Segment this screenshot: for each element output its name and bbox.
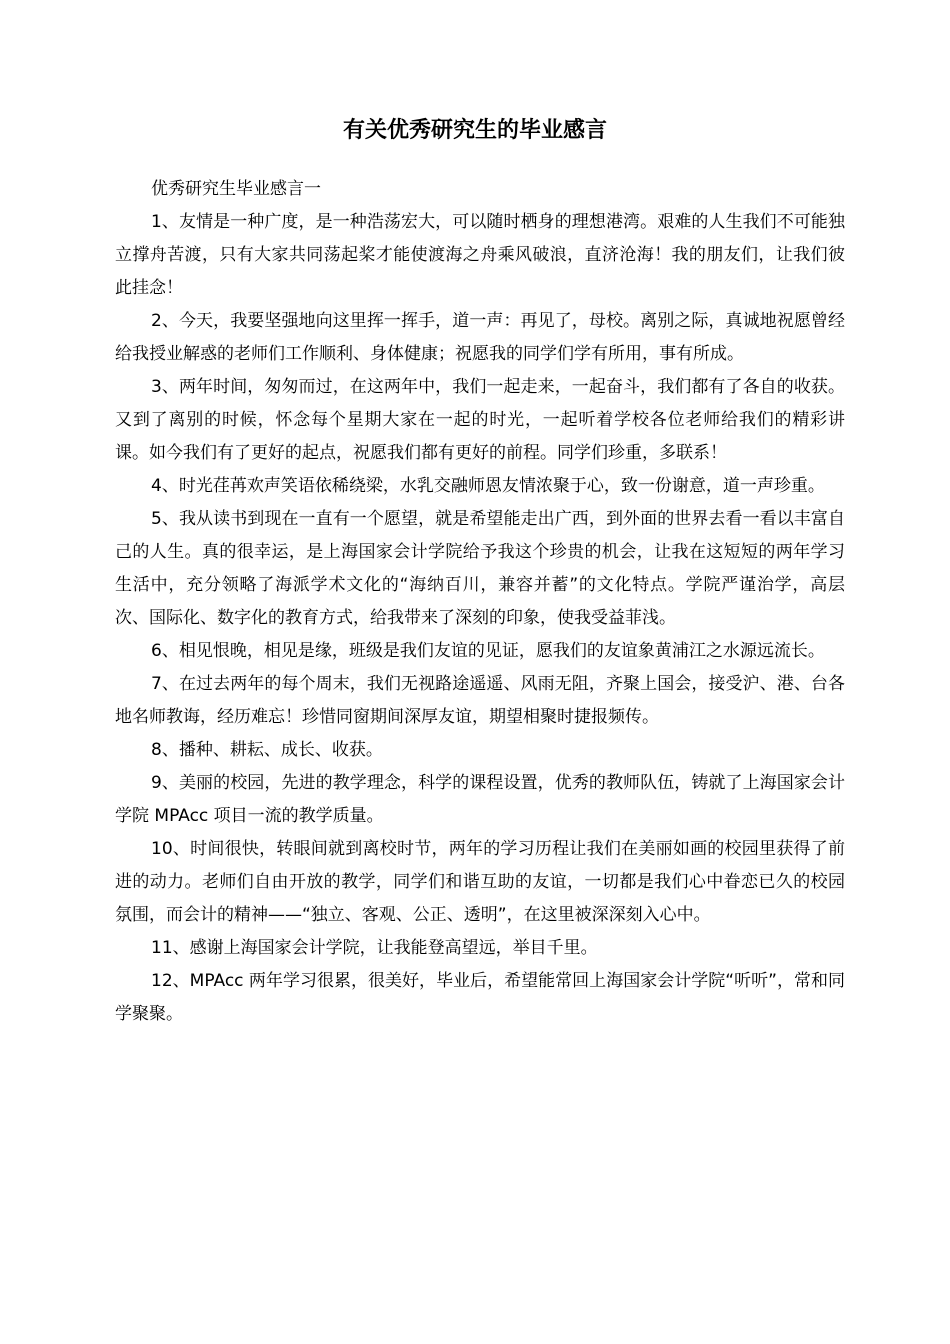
section-heading: 优秀研究生毕业感言一 [151, 179, 321, 199]
paragraph: 9、美丽的校园，先进的教学理念，科学的课程设置，优秀的教师队伍，铸就了上海国家会计学院 MPAcc 项目一流的教学质量。 [115, 773, 845, 826]
paragraph: 12、MPAcc 两年学习很累，很美好，毕业后，希望能常回上海国家会计学院“听听”，常和同学聚聚。 [115, 971, 845, 1024]
document-title: 有关优秀研究生的毕业感言 [342, 118, 607, 143]
document-body [115, 173, 845, 1031]
paragraph: 11、感谢上海国家会计学院，让我能登高望远，举目千里。 [151, 938, 598, 958]
paragraph: 6、相见恨晚，相见是缘，班级是我们友谊的见证，愿我们的友谊象黄浦江之水源远流长。 [151, 641, 825, 661]
paragraph: 4、时光荏苒欢声笑语依稀绕梁，水乳交融师恩友情浓聚于心，致一份谢意，道一声珍重。 [151, 476, 825, 496]
paragraph: 2、今天，我要坚强地向这里挥一挥手，道一声：再见了，母校。离别之际，真诚地祝愿曾经给我授业解惑的老师们工作顺利、身体健康；祝愿我的同学们学有所用，事有所成。 [115, 311, 845, 364]
paragraph: 5、我从读书到现在一直有一个愿望，就是希望能走出广西，到外面的世界去看一看以丰富自己的人生。真的很幸运，是上海国家会计学院给予我这个珍贵的机会，让我在这短短的两年学习生活中，充分领略了海派学术文化的“海纳百川，兼容并蓄”的文化特点。学院严谨治学，高层次、国际化、数字化的教育方式，给我带来了深刻的印象，使我受益菲浅。 [115, 509, 845, 628]
paragraph: 1、友情是一种广度，是一种浩荡宏大，可以随时栖身的理想港湾。艰难的人生我们不可能独立撑舟苦渡，只有大家共同荡起桨才能使渡海之舟乘风破浪，直济沧海！我的朋友们，让我们彼此挂念！ [115, 212, 845, 298]
paragraph: 10、时间很快，转眼间就到离校时节，两年的学习历程让我们在美丽如画的校园里获得了前进的动力。老师们自由开放的教学，同学们和谐互助的友谊，一切都是我们心中眷恋已久的校园氛围，而会计的精神——“独立、客观、公正、透明”，在这里被深深刻入心中。 [115, 839, 845, 925]
paragraph: 8、播种、耕耘、成长、收获。 [151, 740, 383, 760]
paragraph: 7、在过去两年的每个周末，我们无视路途遥遥、风雨无阻，齐聚上国会，接受沪、港、台各地名师教诲，经历难忘！珍惜同窗期间深厚友谊，期望相聚时捷报频传。 [115, 674, 845, 727]
paragraph: 3、两年时间，匆匆而过，在这两年中，我们一起走来，一起奋斗，我们都有了各自的收获。又到了离别的时候，怀念每个星期大家在一起的时光，一起听着学校各位老师给我们的精彩讲课。如今我们有了更好的起点，祝愿我们都有更好的前程。同学们珍重，多联系！ [115, 377, 845, 463]
